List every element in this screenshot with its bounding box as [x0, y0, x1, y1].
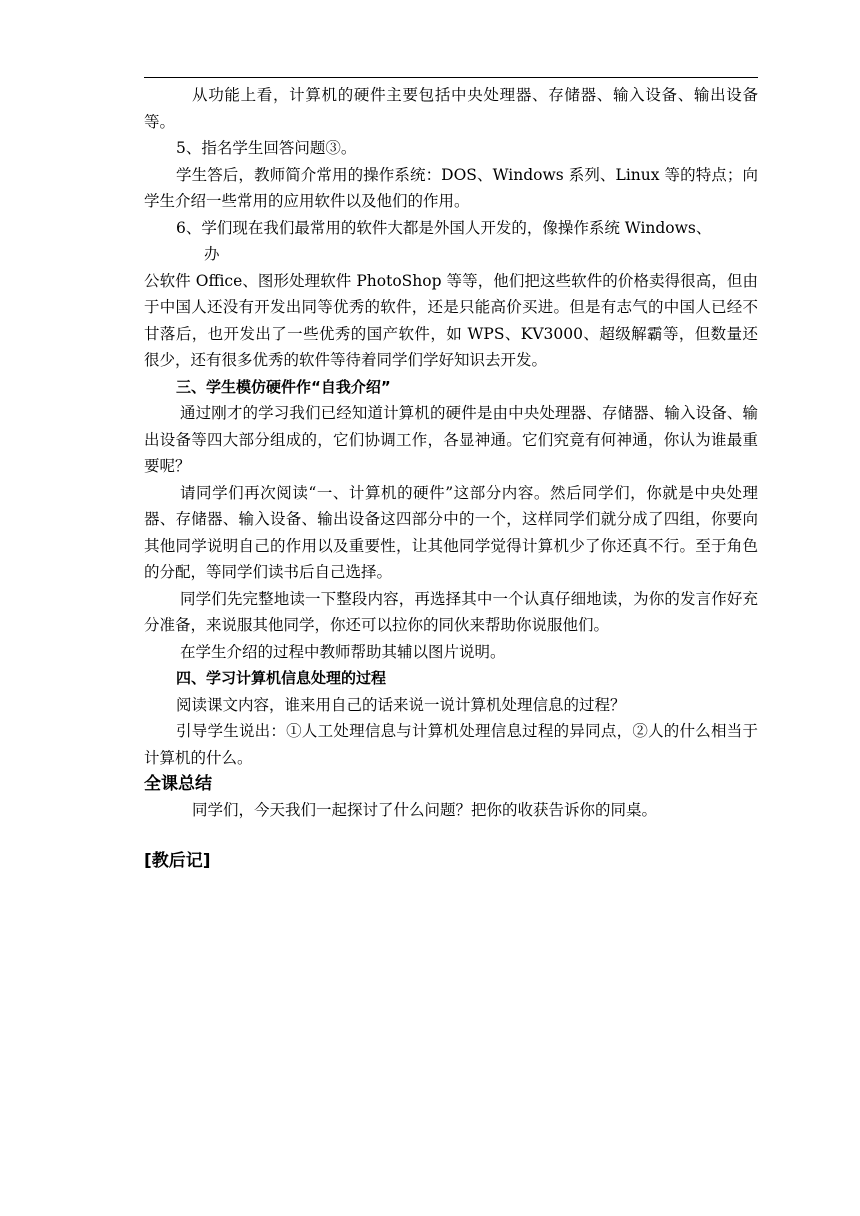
summary-heading: 全课总结: [144, 774, 212, 794]
paragraph-hardware-cooperation: 通过刚才的学习我们已经知道计算机的硬件是由中央处理器、存储器、输入设备、输出设备等四大部分组成的，它们协调工作，各显神通。它们究竟有何神通，你认为谁最重要呢？: [144, 404, 758, 475]
paragraph-step-6-wrap: 办: [204, 245, 220, 263]
paragraph-summary: 同学们，今天我们一起探讨了什么问题？把你的收获告诉你的同桌。: [192, 801, 658, 819]
paragraph-step-5: 5、指名学生回答问题③。: [176, 139, 357, 157]
paragraph-role-play: 请同学们再次阅读“一、计算机的硬件”这部分内容。然后同学们，你就是中央处理器、存储器、输入设备、输出设备这四部分中的一个，这样同学们就分成了四组，你要向其他同学说明自己的作用以及重要性，让其他同学觉得计算机少了你还真不行。至于角色的分配，等同学们读书后自己选择。: [144, 483, 758, 581]
paragraph-guidance: 引导学生说出：①人工处理信息与计算机处理信息过程的异同点，②人的什么相当于计算机的什么。: [144, 722, 758, 767]
paragraph-teacher-help: 在学生介绍的过程中教师帮助其辅以图片说明。: [180, 642, 506, 661]
document-page: [144, 77, 758, 874]
paragraph-hardware-function: 从功能上看，计算机的硬件主要包括中央处理器、存储器、输入设备、输出设备等。: [144, 86, 758, 131]
paragraph-step-6: 6、学们现在我们最常用的软件大都是外国人开发的，像操作系统 Windows、: [176, 218, 712, 237]
paragraph-domestic-software: 公软件 Office、图形处理软件 PhotoShop 等等，他们把这些软件的价格卖得很高，但由于中国人还没有开发出同等优秀的软件，还是只能高价买进。但是有志气的中国人已经不甘落后，也开发出了一些优秀的国产软件，如 WPS、KV3000、超级解霸等，但数量还很少，还有很多优秀的软件等待着同学们学好知识去开发。: [144, 271, 758, 369]
afterword-heading: [教后记]: [144, 850, 211, 871]
section-heading-4: 四、学习计算机信息处理的过程: [176, 669, 387, 687]
section-heading-3: 三、学生模仿硬件作“自我介绍”: [176, 377, 391, 396]
paragraph-operating-systems: 学生答后，教师简介常用的操作系统：DOS、Windows 系列、Linux 等的特点；向学生介绍一些常用的应用软件以及他们的作用。: [144, 165, 758, 210]
paragraph-reading-task: 阅读课文内容，谁来用自己的话来说一说计算机处理信息的过程？: [176, 695, 626, 714]
spacer: [144, 824, 758, 848]
paragraph-reading-prep: 同学们先完整地读一下整段内容，再选择其中一个认真仔细地读，为你的发言作好充分准备，来说服其他同学，你还可以拉你的同伙来帮助你说服他们。: [144, 589, 758, 634]
header-rule: [144, 77, 758, 78]
